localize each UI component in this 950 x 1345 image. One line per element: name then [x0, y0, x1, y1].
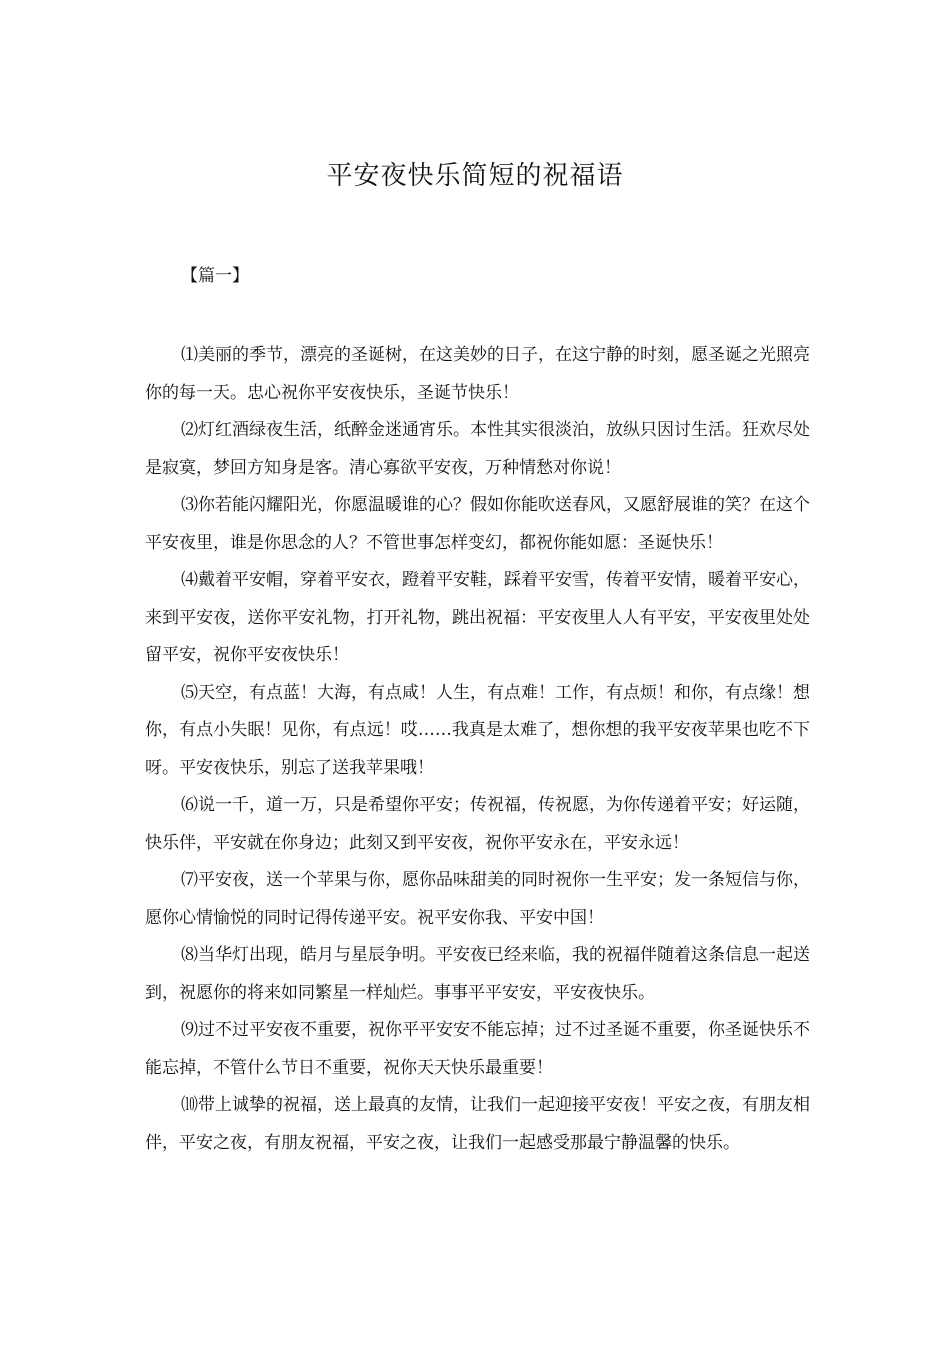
paragraph-3: ⑶你若能闪耀阳光，你愿温暖谁的心？假如你能吹送春风，又愿舒展谁的笑？在这个平安夜里，谁是你思念的人？不管世事怎样变幻，都祝你能如愿：圣诞快乐！	[145, 495, 810, 553]
paragraph-9: ⑼过不过平安夜不重要，祝你平平安安不能忘掉；过不过圣诞不重要，你圣诞快乐不能忘掉，不管什么节日不重要，祝你天天快乐最重要！	[145, 1020, 810, 1078]
paragraph-7: ⑺平安夜，送一个苹果与你，愿你品味甜美的同时祝你一生平安；发一条短信与你，愿你心情愉悦的同时记得传递平安。祝平安你我、平安中国！	[145, 870, 810, 928]
paragraph-1: ⑴美丽的季节，漂亮的圣诞树，在这美妙的日子，在这宁静的时刻，愿圣诞之光照亮你的每一天。忠心祝你平安夜快乐，圣诞节快乐！	[145, 345, 810, 403]
paragraph-5: ⑸天空，有点蓝！大海，有点咸！人生，有点难！工作，有点烦！和你，有点缘！想你，有点小失眠！见你，有点远！哎……我真是太难了，想你想的我平安夜苹果也吃不下呀。平安夜快乐，别忘了送我苹果哦！	[145, 682, 810, 778]
paragraph-4: ⑷戴着平安帽，穿着平安衣，蹬着平安鞋，踩着平安雪，传着平安情，暖着平安心，来到平安夜，送你平安礼物，打开礼物，跳出祝福：平安夜里人人有平安，平安夜里处处留平安，祝你平安夜快乐！	[145, 570, 810, 665]
section-heading: 【篇一】	[181, 266, 249, 286]
paragraph-6: ⑹说一千，道一万，只是希望你平安；传祝福，传祝愿，为你传递着平安；好运随，快乐伴，平安就在你身边；此刻又到平安夜，祝你平安永在，平安永远！	[145, 795, 810, 853]
page-title: 平安夜快乐简短的祝福语	[326, 161, 624, 191]
body-text	[145, 337, 810, 1162]
paragraph-10: ⑽带上诚挚的祝福，送上最真的友情，让我们一起迎接平安夜！平安之夜，有朋友相伴，平安之夜，有朋友祝福，平安之夜，让我们一起感受那最宁静温馨的快乐。	[145, 1095, 810, 1153]
paragraph-2: ⑵灯红酒绿夜生活，纸醉金迷通宵乐。本性其实很淡泊，放纵只因讨生活。狂欢尽处是寂寞，梦回方知身是客。清心寡欲平安夜，万种情愁对你说！	[145, 420, 810, 478]
paragraph-8: ⑻当华灯出现，皓月与星辰争明。平安夜已经来临，我的祝福伴随着这条信息一起送到，祝愿你的将来如同繁星一样灿烂。事事平平安安，平安夜快乐。	[145, 945, 810, 1003]
